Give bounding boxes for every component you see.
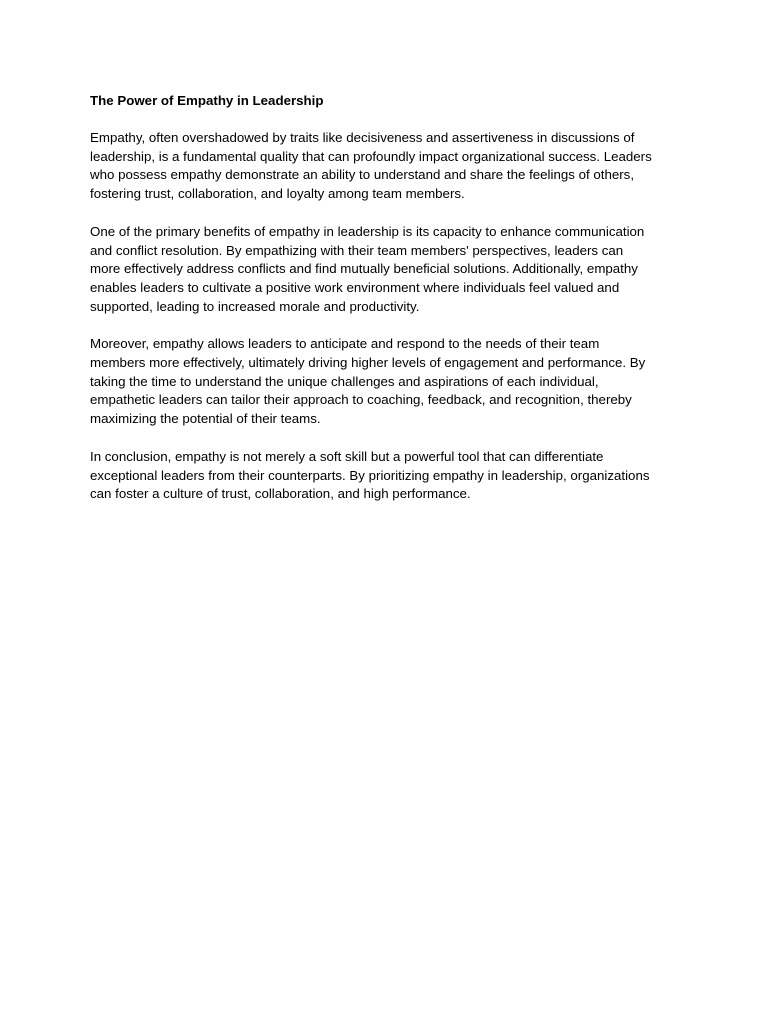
paragraph-line: enables leaders to cultivate a positive work environment where individuals feel valued and bbox=[90, 279, 620, 295]
paragraph-line: and conflict resolution. By empathizing with their team members' perspectives, leaders can bbox=[90, 242, 624, 258]
paragraph-line: supported, leading to increased morale and productivity. bbox=[90, 298, 420, 314]
paragraph-line: can foster a culture of trust, collaboration, and high performance. bbox=[90, 486, 471, 502]
paragraph-line: members more effectively, ultimately driving higher levels of engagement and performance. By bbox=[90, 355, 646, 371]
paragraph-line: leadership, is a fundamental quality that can profoundly impact organizational success. Leaders bbox=[90, 148, 652, 164]
paragraph-intro bbox=[90, 129, 678, 204]
paragraph-engagement bbox=[90, 335, 678, 429]
document-title: The Power of Empathy in Leadership bbox=[90, 93, 324, 108]
paragraph-line: Moreover, empathy allows leaders to anticipate and respond to the needs of their team bbox=[90, 336, 600, 352]
paragraph-line: who possess empathy demonstrate an ability to understand and share the feelings of others, bbox=[90, 167, 635, 183]
paragraph-line: fostering trust, collaboration, and loyalty among team members. bbox=[90, 186, 465, 202]
paragraph-line: One of the primary benefits of empathy in leadership is its capacity to enhance communication bbox=[90, 223, 645, 239]
paragraph-line: maximizing the potential of their teams. bbox=[90, 411, 321, 427]
paragraph-line: exceptional leaders from their counterparts. By prioritizing empathy in leadership, organizations bbox=[90, 467, 650, 483]
paragraph-line: Empathy, often overshadowed by traits like decisiveness and assertiveness in discussions of bbox=[90, 130, 635, 145]
paragraph-line: more effectively address conflicts and find mutually beneficial solutions. Additionally, empathy bbox=[90, 261, 638, 277]
paragraph-line: In conclusion, empathy is not merely a soft skill but a powerful tool that can differentiate bbox=[90, 448, 604, 464]
paragraph-communication bbox=[90, 223, 678, 317]
paragraph-conclusion bbox=[90, 448, 678, 504]
paragraph-line: taking the time to understand the unique challenges and aspirations of each individual, bbox=[90, 373, 599, 389]
paragraph-line: empathetic leaders can tailor their approach to coaching, feedback, and recognition, thereby bbox=[90, 392, 632, 408]
